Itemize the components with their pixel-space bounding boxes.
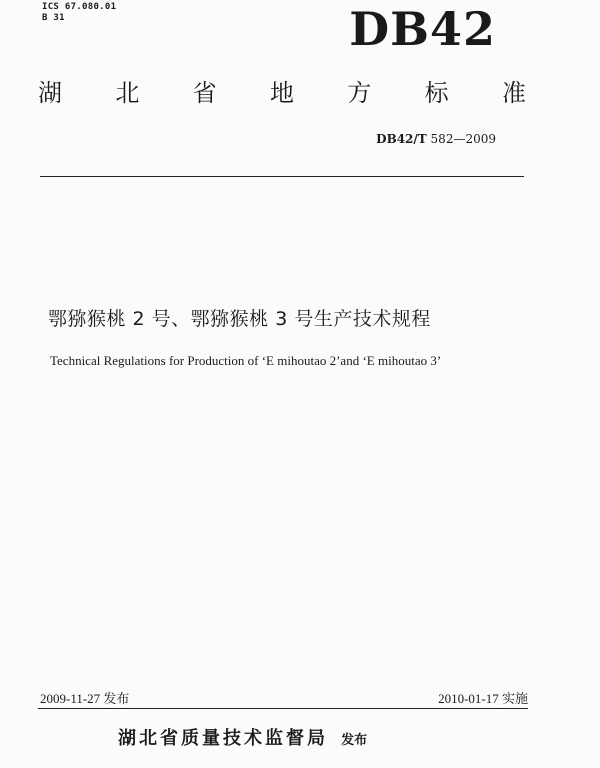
standard-type-char: 地 [269, 79, 294, 107]
classification-codes [42, 2, 116, 24]
standard-type-char: 方 [347, 79, 372, 107]
ics-code: ICS 67.080.01 [42, 2, 117, 12]
standard-type-char: 省 [192, 79, 217, 107]
standard-type-char: 湖 [38, 79, 62, 107]
issue-date: 2009-11-27 发布 [40, 691, 130, 706]
standard-type-char: 准 [501, 79, 526, 107]
title-english: Technical Regulations for Production of ‘E mihoutao 2’and ‘E mihoutao 3’ [50, 353, 442, 368]
header-divider [40, 176, 524, 177]
db-code-logo: DB42 [349, 2, 496, 56]
issuer-action: 发布 [341, 733, 368, 748]
standard-type-char: 标 [424, 79, 449, 107]
standard-number-prefix: DB42/T [376, 132, 427, 146]
standard-type-char: 北 [115, 79, 140, 107]
ccs-code: B 31 [42, 13, 65, 23]
standard-number [376, 132, 496, 146]
implementation-date: 2010-01-17 实施 [438, 691, 528, 706]
footer-divider [38, 708, 528, 709]
issuer-organization: 湖北省质量技术监督局 [118, 728, 328, 749]
standard-type-heading [38, 78, 526, 108]
title-chinese: 鄂猕猴桃 2 号、鄂猕猴桃 3 号生产技术规程 [48, 308, 431, 330]
standard-number-value: 582—2009 [430, 132, 496, 146]
issuer-line [118, 724, 367, 750]
